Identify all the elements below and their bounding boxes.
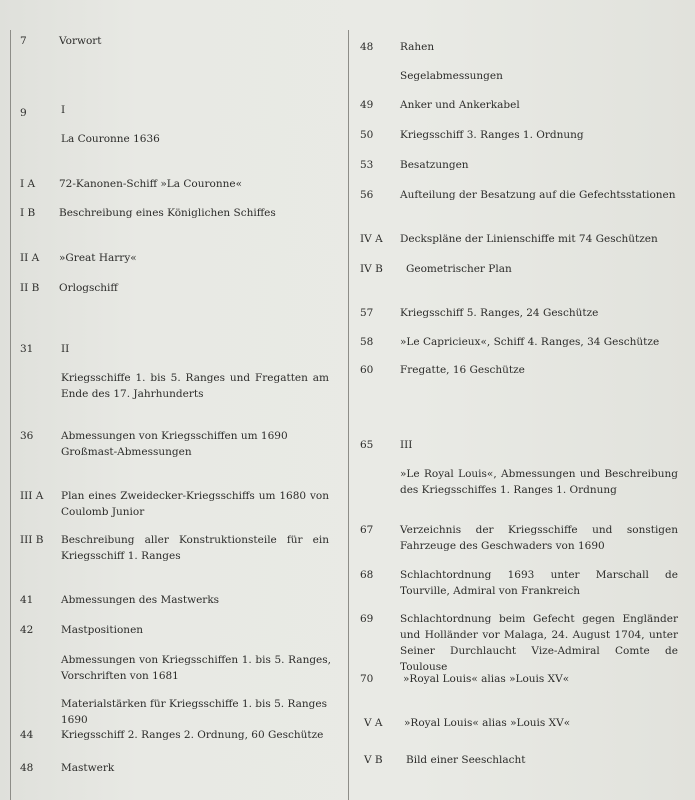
entry-page-number: III B	[20, 534, 44, 546]
entry-title: Beschreibung aller Konstruktionsteile für ein Kriegsschiff 1. Ranges	[61, 534, 329, 562]
entry-title: Kriegsschiff 3. Ranges 1. Ordnung	[400, 129, 584, 141]
entry-page-number: 31	[20, 343, 34, 355]
entry-title: Vorwort	[59, 35, 102, 47]
entry-title: Deckspläne der Linienschiffe mit 74 Geschützen	[400, 233, 658, 245]
entry-page-number: 68	[360, 569, 374, 581]
entry-title: II	[61, 343, 70, 355]
entry-page-number: I B	[20, 207, 36, 219]
entry-title: Mastpositionen	[61, 624, 144, 636]
entry-title: 72-Kanonen-Schiff »La Couronne«	[59, 178, 242, 190]
entry-page-number: 36	[20, 430, 34, 442]
entry-title: Plan eines Zweidecker-Kriegsschiffs um 1680 von Coulomb Junior	[61, 490, 329, 518]
entry-title: Schlachtordnung beim Gefecht gegen Engländer und Holländer vor Malaga, 24. August 1704, unter Seiner Durchlaucht Vize-Admiral Comte de Toulouse	[400, 613, 678, 673]
entry-title: »Royal Louis« alias »Louis XV«	[404, 717, 571, 729]
entry-title: Segelabmessungen	[400, 70, 503, 82]
entry-page-number: 9	[20, 107, 27, 119]
entry-title: Orlogschiff	[59, 282, 118, 294]
entry-title: Geometrischer Plan	[406, 263, 512, 275]
entry-page-number: 69	[360, 613, 374, 625]
entry-page-number: 53	[360, 159, 374, 171]
entry-page-number: III A	[20, 490, 44, 502]
entry-page-number: 48	[360, 41, 374, 53]
entry-page-number: 49	[360, 99, 374, 111]
entry-page-number: 58	[360, 336, 374, 348]
entry-title: III	[400, 439, 413, 451]
entry-title: Rahen	[400, 41, 435, 53]
entry-page-number: V B	[364, 754, 383, 766]
left-column-rule	[10, 30, 11, 800]
entry-page-number: V A	[364, 717, 383, 729]
entry-title: Verzeichnis der Kriegsschiffe und sonstigen Fahrzeuge des Geschwaders von 1690	[400, 524, 678, 552]
entry-page-number: I A	[20, 178, 36, 190]
entry-page-number: 70	[360, 673, 374, 685]
entry-title: Fregatte, 16 Geschütze	[400, 364, 525, 376]
entry-title: »Le Capricieux«, Schiff 4. Ranges, 34 Geschütze	[400, 336, 660, 348]
entry-title: La Couronne 1636	[61, 133, 160, 145]
entry-page-number: 41	[20, 594, 34, 606]
entry-page-number: IV A	[360, 233, 383, 245]
entry-title: »Le Royal Louis«, Abmessungen und Beschreibung des Kriegsschiffes 1. Ranges 1. Ordnung	[400, 468, 678, 496]
entry-page-number: 44	[20, 729, 34, 741]
entry-title: Kriegsschiffe 1. bis 5. Ranges und Fregatten am Ende des 17. Jahrhunderts	[61, 372, 329, 400]
entry-title: Mastwerk	[61, 762, 115, 774]
entry-title: Aufteilung der Besatzung auf die Gefechtsstationen	[400, 189, 676, 201]
entry-title: Großmast-Abmessungen	[61, 446, 192, 458]
entry-page-number: 42	[20, 624, 34, 636]
entry-page-number: II A	[20, 252, 40, 264]
entry-page-number: 48	[20, 762, 34, 774]
entry-title: Beschreibung eines Königlichen Schiffes	[59, 207, 276, 219]
entry-page-number: 7	[20, 35, 27, 47]
entry-page-number: 56	[360, 189, 374, 201]
entry-page-number: 67	[360, 524, 374, 536]
entry-title: Anker und Ankerkabel	[400, 99, 520, 111]
entry-title: »Royal Louis« alias »Louis XV«	[403, 673, 570, 685]
entry-title: Kriegsschiff 5. Ranges, 24 Geschütze	[400, 307, 599, 319]
entry-title: Abmessungen von Kriegsschiffen 1. bis 5. Ranges, Vorschriften von 1681	[61, 654, 331, 682]
entry-page-number: II B	[20, 282, 40, 294]
entry-title: Bild einer Seeschlacht	[406, 754, 526, 766]
entry-title: »Great Harry«	[59, 252, 137, 264]
entry-page-number: 57	[360, 307, 374, 319]
entry-page-number: 65	[360, 439, 374, 451]
entry-page-number: 60	[360, 364, 374, 376]
entry-title: Materialstärken für Kriegsschiffe 1. bis 5. Ranges 1690	[61, 698, 327, 726]
entry-page-number: IV B	[360, 263, 383, 275]
entry-title: Abmessungen von Kriegsschiffen um 1690	[61, 430, 288, 442]
entry-title: I	[61, 104, 66, 116]
entry-page-number: 50	[360, 129, 374, 141]
entry-title: Abmessungen des Mastwerks	[61, 594, 220, 606]
entry-title: Besatzungen	[400, 159, 469, 171]
entry-title: Schlachtordnung 1693 unter Marschall de Tourville, Admiral von Frankreich	[400, 569, 678, 597]
entry-title: Kriegsschiff 2. Ranges 2. Ordnung, 60 Geschütze	[61, 729, 324, 741]
center-column-rule	[348, 30, 349, 800]
